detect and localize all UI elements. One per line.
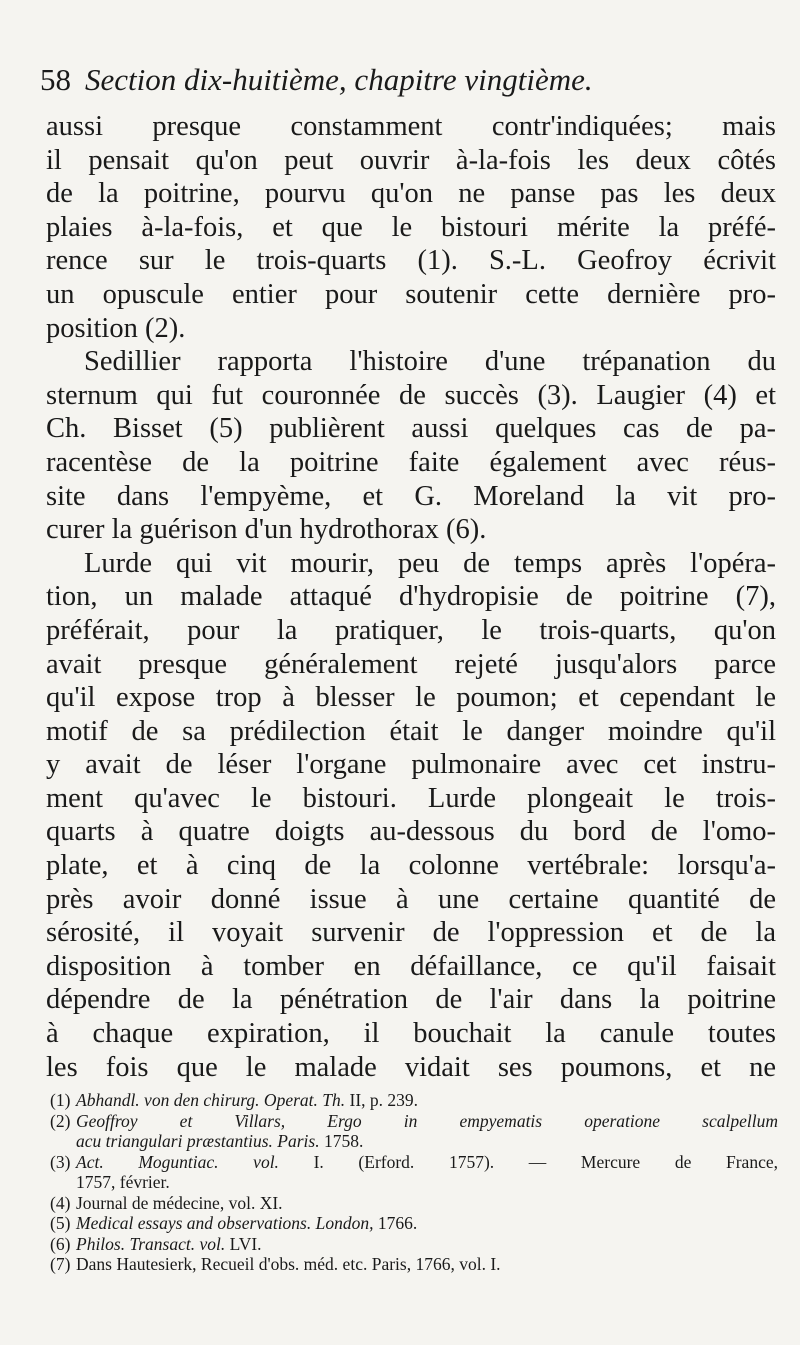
- text-line: sérosité, il voyait survenir de l'oppression et de la: [46, 917, 776, 949]
- text-line: tion, un malade attaqué d'hydropisie de poitrine (7),: [46, 581, 776, 613]
- text-line: y avait de léser l'organe pulmonaire avec cet instru-: [46, 749, 776, 781]
- text-line: les fois que le malade vidait ses poumons, et ne: [46, 1051, 776, 1083]
- text-line: Sedillier rapporta l'histoire d'une trépanation du: [84, 346, 776, 378]
- footnote-text: 1766.: [373, 1213, 418, 1233]
- text-line: avait presque généralement rejeté jusqu'alors parce: [46, 648, 776, 680]
- footnotes: [50, 1090, 778, 1275]
- footnote-text: II, p. 239.: [345, 1090, 419, 1110]
- footnote-text: I. (Erford. 1757). — Mercure de France,: [278, 1151, 778, 1172]
- text-line: préférait, pour la pratiquer, le trois-quarts, qu'on: [46, 614, 776, 646]
- footnote-citation: Abhandl. von den chirurg. Operat. Th.: [76, 1090, 346, 1110]
- text-line: qu'il expose trop à blesser le poumon; et cependant le: [46, 682, 776, 714]
- text-line: de la poitrine, pourvu qu'on ne panse pas les deux: [46, 178, 776, 210]
- text-line: site dans l'empyème, et G. Moreland la vit pro-: [46, 480, 776, 512]
- footnote-line: [50, 1172, 778, 1193]
- footnote-number: (7): [50, 1254, 71, 1274]
- text-line: près avoir donné issue à une certaine quantité de: [46, 883, 776, 915]
- footnote-number: (4): [50, 1192, 71, 1213]
- footnote-text: Dans Hautesierk, Recueil d'obs. méd. etc. Paris, 1766, vol. I.: [76, 1254, 501, 1274]
- footnote-line: [50, 1254, 778, 1275]
- running-title: Section dix-huitième, chapitre vingtième.: [85, 62, 593, 97]
- text-line: Lurde qui vit mourir, peu de temps après l'opéra-: [84, 547, 776, 579]
- text-line: aussi presque constamment contr'indiquées; mais: [46, 111, 776, 142]
- footnote-line: [50, 1152, 778, 1173]
- text-line: quarts à quatre doigts au-dessous du bord de l'omo-: [46, 816, 776, 848]
- text-line: rence sur le trois-quarts (1). S.-L. Geofroy écrivit: [46, 245, 776, 277]
- footnote-text: LVI.: [225, 1233, 262, 1254]
- body-text: [46, 110, 776, 1084]
- text-line: motif de sa prédilection était le danger moindre qu'il: [46, 715, 776, 747]
- text-line: disposition à tomber en défaillance, ce qu'il faisait: [46, 950, 776, 982]
- text-line: ment qu'avec le bistouri. Lurde plongeait le trois-: [46, 782, 776, 814]
- footnote-number: (6): [50, 1233, 71, 1254]
- page-number: 58: [40, 62, 71, 97]
- text-line: dépendre de la pénétration de l'air dans la poitrine: [46, 984, 776, 1016]
- footnote-line: [50, 1213, 778, 1234]
- text-line: à chaque expiration, il bouchait la canule toutes: [46, 1018, 776, 1050]
- footnote-number: (3): [50, 1151, 71, 1172]
- footnote-citation: Medical essays and observations. London,: [76, 1213, 374, 1233]
- footnote-text: 1757, février.: [76, 1172, 170, 1192]
- footnote-number: (5): [50, 1213, 71, 1233]
- footnote-citation: acu triangulari præstantius. Paris.: [76, 1131, 320, 1151]
- footnote-number: (1): [50, 1090, 71, 1110]
- footnote-line: [50, 1111, 778, 1132]
- footnote-line: [50, 1193, 778, 1214]
- footnote-line: [50, 1234, 778, 1255]
- footnote-number: (2): [50, 1110, 71, 1131]
- text-line: plaies à-la-fois, et que le bistouri mérite la préfé-: [46, 211, 776, 243]
- text-line: position (2).: [46, 312, 186, 344]
- footnote-text: Journal de médecine, vol. XI.: [76, 1192, 283, 1213]
- text-line: il pensait qu'on peut ouvrir à-la-fois les deux côtés: [46, 144, 776, 176]
- text-line: un opuscule entier pour soutenir cette dernière pro-: [46, 278, 776, 310]
- text-line: plate, et à cinq de la colonne vertébrale: lorsqu'a-: [46, 850, 776, 882]
- text-line: sternum qui fut couronnée de succès (3). Laugier (4) et: [46, 379, 776, 411]
- text-line: curer la guérison d'un hydrothorax (6).: [46, 514, 487, 546]
- text-line: racentèse de la poitrine faite également avec réus-: [46, 446, 776, 478]
- text-line: Ch. Bisset (5) publièrent aussi quelques cas de pa-: [46, 413, 776, 445]
- footnote-text: 1758.: [319, 1131, 364, 1151]
- footnote-line: [50, 1090, 778, 1111]
- footnote-citation: Geoffroy et Villars, Ergo in empyematis operatione scalpellum: [76, 1110, 778, 1131]
- footnote-line: [50, 1131, 778, 1152]
- footnote-citation: Philos. Transact. vol.: [76, 1233, 226, 1254]
- footnote-citation: Act. Moguntiac. vol.: [76, 1151, 279, 1172]
- page-header: [40, 62, 760, 106]
